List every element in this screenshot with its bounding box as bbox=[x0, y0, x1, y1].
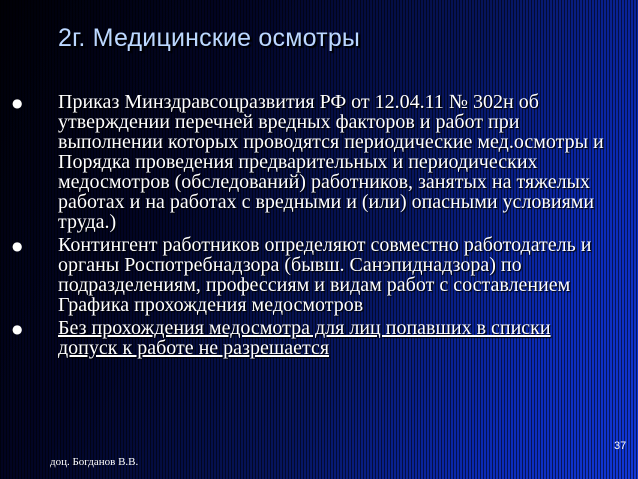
bullet-item bbox=[12, 318, 606, 358]
bullet-item bbox=[12, 235, 606, 315]
page-number: 37 bbox=[614, 440, 627, 452]
bullet-item bbox=[12, 92, 606, 232]
bullet-icon: ● bbox=[12, 96, 23, 110]
bullet-text-contingent: Контингент работников определяют совместно работодатель и органы Роспотребнадзора (бывш. Санэпиднадзора) по подразделениям, профессиям и видам работ с составлением Графика прохождения медосмотров bbox=[58, 234, 592, 316]
bullet-text-order: Приказ Минздравсоцразвития РФ от 12.04.11 № 302н об утверждении перечней вредных факторов и работ при выполнении которых проводятся периодические мед.осмотры и Порядка проведения предварительных и периодических медосмотров (обследований) работников, занятых на тяжелых работах и на работах с вредными и (или) опасными условиями труда.) bbox=[58, 91, 604, 233]
bullet-list bbox=[12, 92, 606, 361]
author-footer: доц. Богданов В.В. bbox=[50, 456, 139, 468]
bullet-icon: ● bbox=[12, 239, 23, 253]
bullet-text-admission: Без прохождения медосмотра для лиц попавших в списки допуск к работе не разрешается bbox=[58, 317, 551, 359]
slide-title: 2г. Медицинские осмотры bbox=[58, 24, 361, 52]
bullet-icon: ● bbox=[12, 322, 23, 336]
